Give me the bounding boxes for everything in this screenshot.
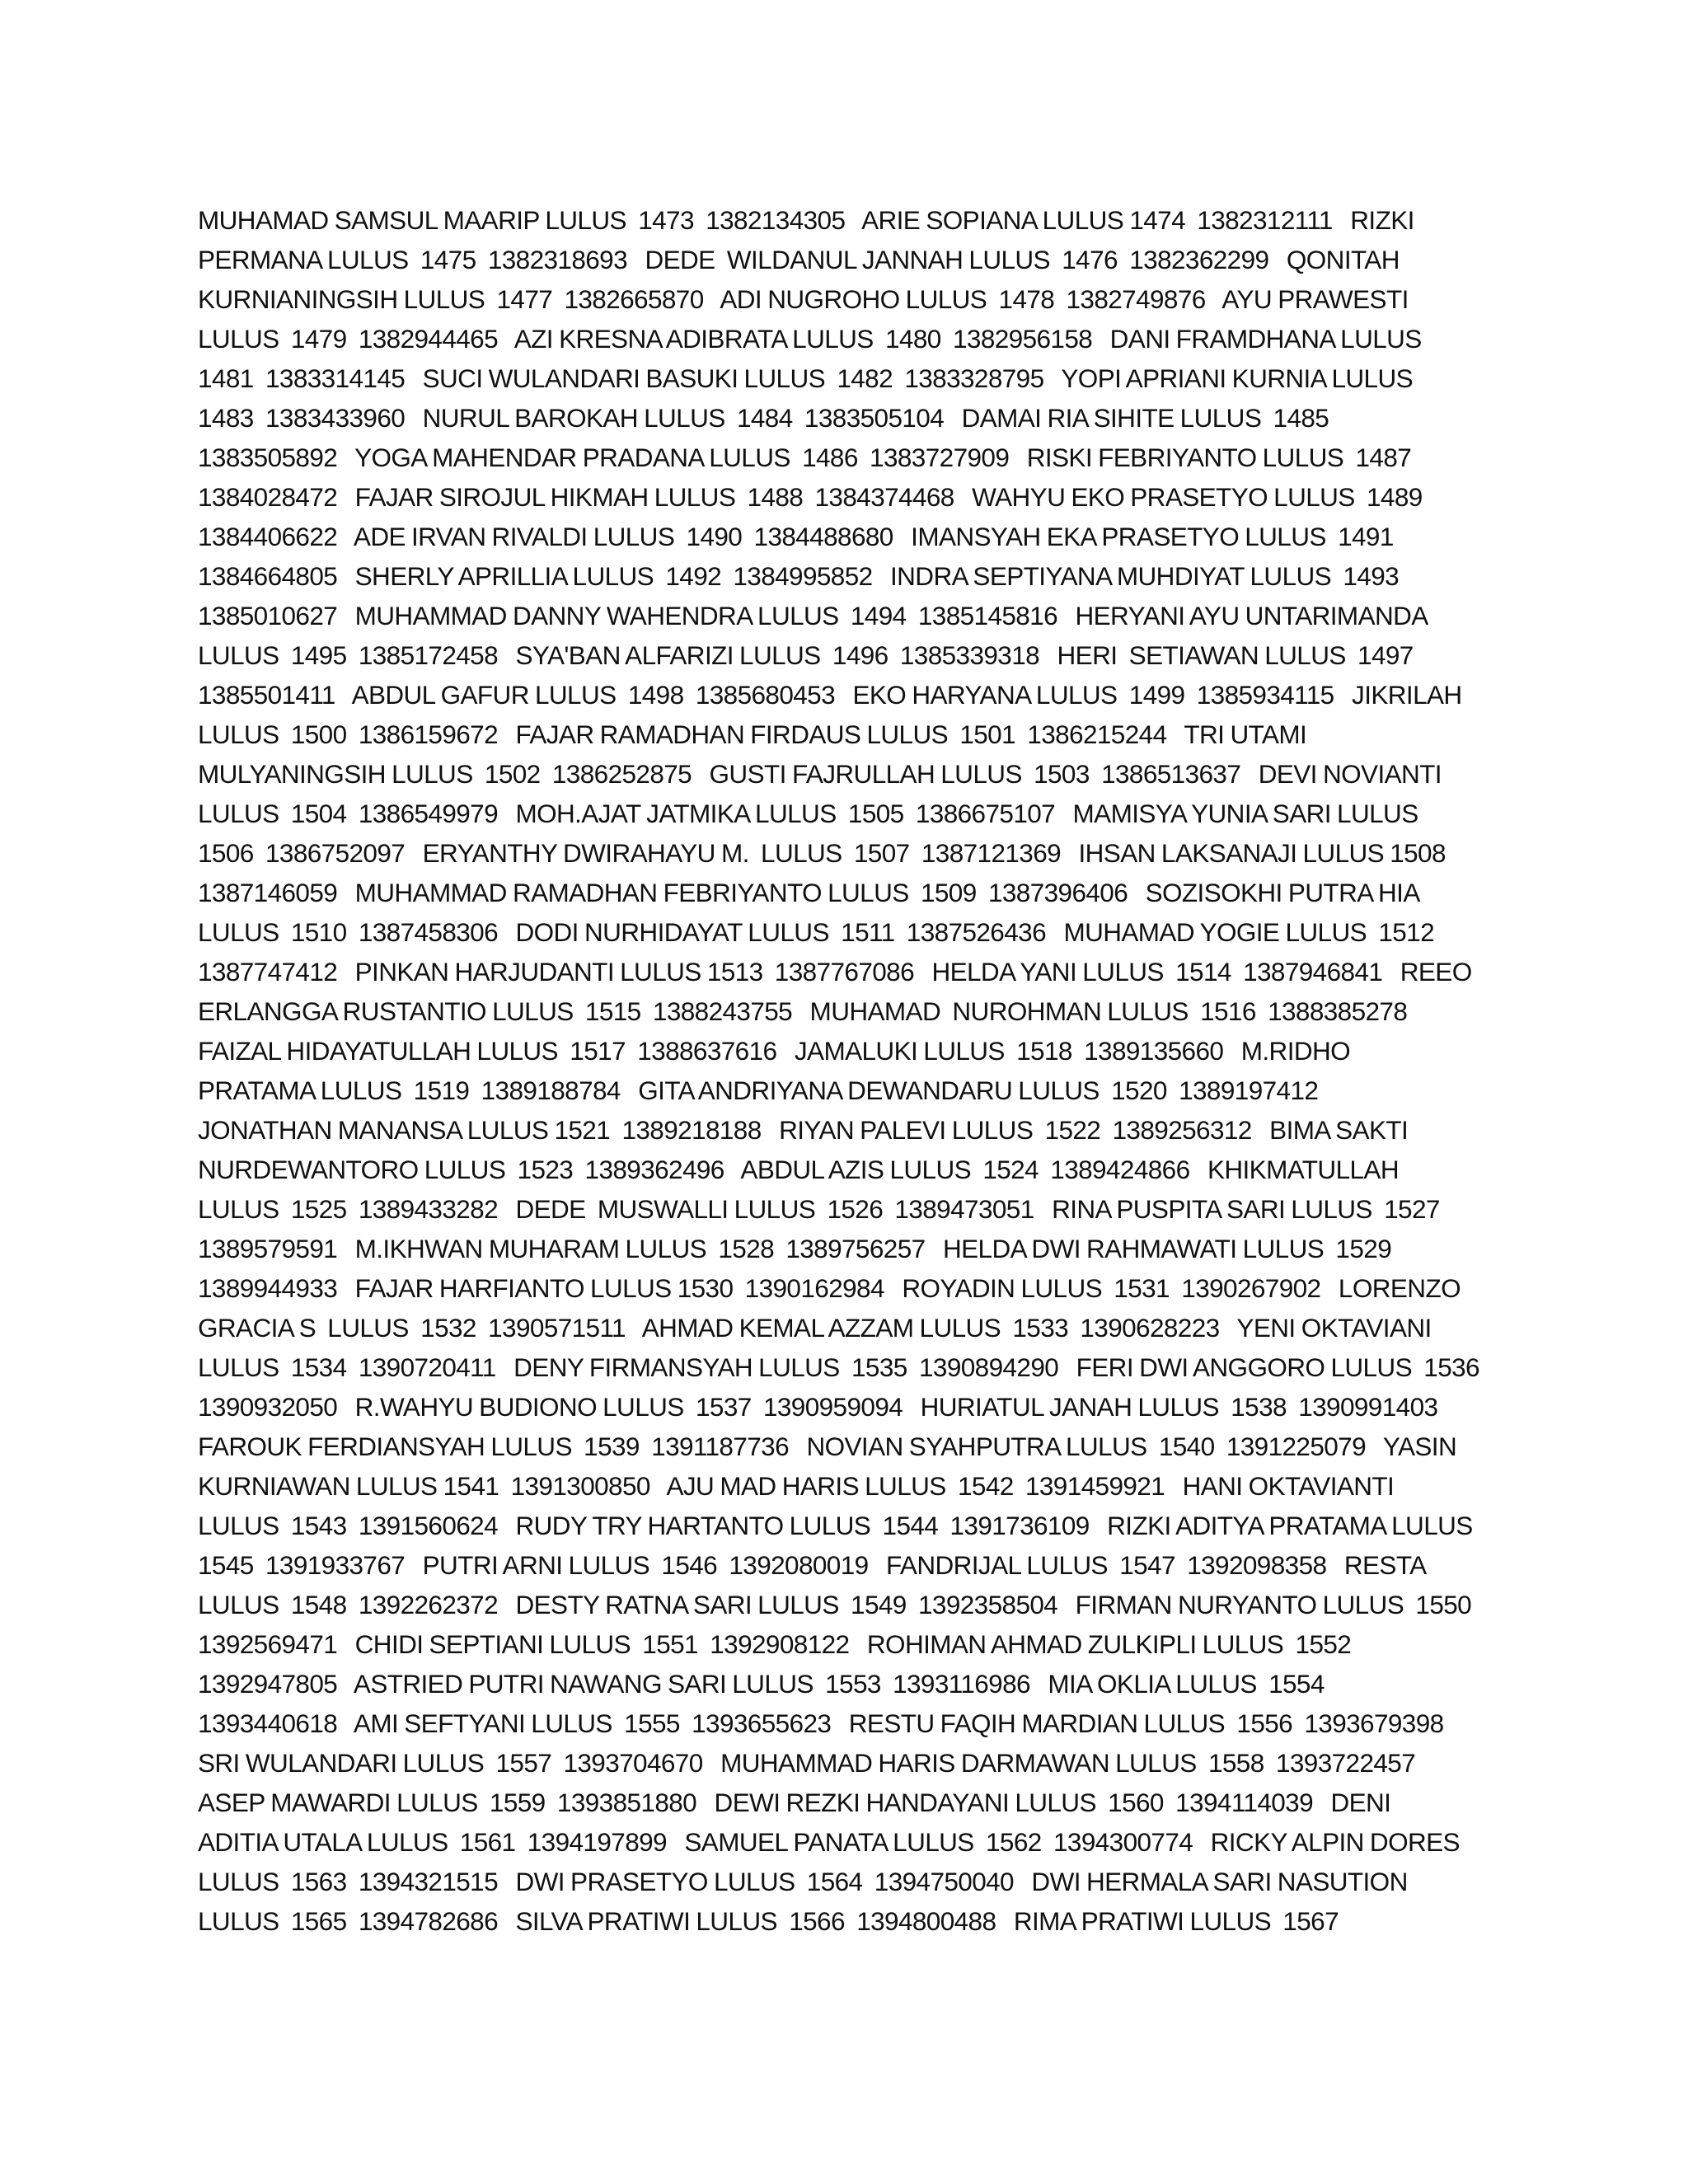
text-line: 1387747412 PINKAN HARJUDANTI LULUS 1513 1387767086 HELDA YANI LULUS 1514 1387946841 REEO (198, 957, 1472, 987)
text-line: 1383505892 YOGA MAHENDAR PRADANA LULUS 1486 1383727909 RISKI FEBRIYANTO LULUS 1487 (198, 443, 1412, 472)
text-line: 1392569471 CHIDI SEPTIANI LULUS 1551 1392908122 ROHIMAN AHMAD ZULKIPLI LULUS 1552 (198, 1629, 1352, 1659)
text-line: LULUS 1548 1392262372 DESTY RATNA SARI LULUS 1549 1392358504 FIRMAN NURYANTO LULUS 1550 (198, 1590, 1472, 1619)
text-line: LULUS 1543 1391560624 RUDY TRY HARTANTO LULUS 1544 1391736109 RIZKI ADITYA PRATAMA LULUS (198, 1511, 1473, 1540)
text-line: 1483 1383433960 NURUL BAROKAH LULUS 1484 1383505104 DAMAI RIA SIHITE LULUS 1485 (198, 403, 1329, 433)
text-line: 1393440618 AMI SEFTYANI LULUS 1555 1393655623 RESTU FAQIH MARDIAN LULUS 1556 1393679398 (198, 1708, 1444, 1738)
text-line: 1384028472 FAJAR SIROJUL HIKMAH LULUS 1488 1384374468 WAHYU EKO PRASETYO LULUS 1489 (198, 482, 1423, 512)
text-line: 1390932050 R.WAHYU BUDIONO LULUS 1537 1390959094 HURIATUL JANAH LULUS 1538 1390991403 (198, 1392, 1438, 1422)
text-line: 1392947805 ASTRIED PUTRI NAWANG SARI LULUS 1553 1393116986 MIA OKLIA LULUS 1554 (198, 1669, 1325, 1699)
text-line: 1389579591 M.IKHWAN MUHARAM LULUS 1528 1389756257 HELDA DWI RAHMAWATI LULUS 1529 (198, 1234, 1392, 1263)
text-line: KURNIANINGSIH LULUS 1477 1382665870 ADI NUGROHO LULUS 1478 1382749876 AYU PRAWESTI (198, 284, 1409, 314)
text-line: LULUS 1525 1389433282 DEDE MUSWALLI LULUS 1526 1389473051 RINA PUSPITA SARI LULUS 1527 (198, 1194, 1440, 1224)
text-line: SRI WULANDARI LULUS 1557 1393704670 MUHAMMAD HARIS DARMAWAN LULUS 1558 1393722457 (198, 1748, 1416, 1778)
text-line: ERLANGGA RUSTANTIO LULUS 1515 1388243755 MUHAMAD NUROHMAN LULUS 1516 1388385278 (198, 996, 1408, 1026)
text-line: JONATHAN MANANSA LULUS 1521 1389218188 RIYAN PALEVI LULUS 1522 1389256312 BIMA SAKTI (198, 1115, 1409, 1145)
text-line: LULUS 1500 1386159672 FAJAR RAMADHAN FIRDAUS LULUS 1501 1386215244 TRI UTAMI (198, 719, 1307, 749)
text-line: PRATAMA LULUS 1519 1389188784 GITA ANDRIYANA DEWANDARU LULUS 1520 1389197412 (198, 1076, 1319, 1105)
text-line: ASEP MAWARDI LULUS 1559 1393851880 DEWI REZKI HANDAYANI LULUS 1560 1394114039 DENI (198, 1788, 1391, 1817)
text-line: MULYANINGSIH LULUS 1502 1386252875 GUSTI FAJRULLAH LULUS 1503 1386513637 DEVI NOVIANTI (198, 759, 1442, 789)
text-line: LULUS 1534 1390720411 DENY FIRMANSYAH LULUS 1535 1390894290 FERI DWI ANGGORO LULUS 1536 (198, 1352, 1479, 1382)
text-line: LULUS 1563 1394321515 DWI PRASETYO LULUS 1564 1394750040 DWI HERMALA SARI NASUTION (198, 1867, 1408, 1896)
text-line: 1385501411 ABDUL GAFUR LULUS 1498 1385680453 EKO HARYANA LULUS 1499 1385934115 JIKRILAH (198, 680, 1462, 710)
text-line: LULUS 1510 1387458306 DODI NURHIDAYAT LULUS 1511 1387526436 MUHAMAD YOGIE LULUS 1512 (198, 917, 1435, 947)
text-line: 1384664805 SHERLY APRILLIA LULUS 1492 1384995852 INDRA SEPTIYANA MUHDIYAT LULUS 1493 (198, 561, 1400, 591)
text-line: 1384406622 ADE IRVAN RIVALDI LULUS 1490 1384488680 IMANSYAH EKA PRASETYO LULUS 1491 (198, 522, 1394, 551)
text-line: NURDEWANTORO LULUS 1523 1389362496 ABDUL AZIS LULUS 1524 1389424866 KHIKMATULLAH (198, 1155, 1399, 1184)
text-line: KURNIAWAN LULUS 1541 1391300850 AJU MAD HARIS LULUS 1542 1391459921 HANI OKTAVIANTI (198, 1471, 1395, 1501)
text-line: 1385010627 MUHAMMAD DANNY WAHENDRA LULUS 1494 1385145816 HERYANI AYU UNTARIMANDA (198, 601, 1428, 630)
text-line: MUHAMAD SAMSUL MAARIP LULUS 1473 1382134305 ARIE SOPIANA LULUS 1474 1382312111 RIZKI (198, 205, 1414, 235)
text-line: LULUS 1495 1385172458 SYA'BAN ALFARIZI LULUS 1496 1385339318 HERI SETIAWAN LULUS 1497 (198, 640, 1414, 670)
text-line: 1481 1383314145 SUCI WULANDARI BASUKI LULUS 1482 1383328795 YOPI APRIANI KURNIA LULUS (198, 363, 1414, 393)
body-text (198, 200, 1500, 1941)
text-line: 1389944933 FAJAR HARFIANTO LULUS 1530 1390162984 ROYADIN LULUS 1531 1390267902 LORENZO (198, 1273, 1461, 1303)
text-line: LULUS 1504 1386549979 MOH.AJAT JATMIKA LULUS 1505 1386675107 MAMISYA YUNIA SARI LULUS (198, 799, 1418, 828)
text-line: FAIZAL HIDAYATULLAH LULUS 1517 1388637616 JAMALUKI LULUS 1518 1389135660 M.RIDHO (198, 1036, 1351, 1066)
text-line: 1506 1386752097 ERYANTHY DWIRAHAYU M. LULUS 1507 1387121369 IHSAN LAKSANAJI LULUS 1508 (198, 838, 1446, 868)
text-line: GRACIA S LULUS 1532 1390571511 AHMAD KEMAL AZZAM LULUS 1533 1390628223 YENI OKTAVIANI (198, 1313, 1432, 1343)
text-line: PERMANA LULUS 1475 1382318693 DEDE WILDANUL JANNAH LULUS 1476 1382362299 QONITAH (198, 245, 1400, 274)
text-line: 1545 1391933767 PUTRI ARNI LULUS 1546 1392080019 FANDRIJAL LULUS 1547 1392098358 RESTA (198, 1550, 1427, 1580)
text-line: LULUS 1479 1382944465 AZI KRESNA ADIBRATA LULUS 1480 1382956158 DANI FRAMDHANA LULUS (198, 324, 1422, 354)
text-line: 1387146059 MUHAMMAD RAMADHAN FEBRIYANTO LULUS 1509 1387396406 SOZISOKHI PUTRA HIA (198, 878, 1420, 907)
text-line: ADITIA UTALA LULUS 1561 1394197899 SAMUEL PANATA LULUS 1562 1394300774 RICKY ALPIN DORES (198, 1827, 1460, 1857)
text-line: FAROUK FERDIANSYAH LULUS 1539 1391187736 NOVIAN SYAHPUTRA LULUS 1540 1391225079 YASIN (198, 1432, 1457, 1461)
text-line: LULUS 1565 1394782686 SILVA PRATIWI LULUS 1566 1394800488 RIMA PRATIWI LULUS 1567 (198, 1906, 1339, 1936)
